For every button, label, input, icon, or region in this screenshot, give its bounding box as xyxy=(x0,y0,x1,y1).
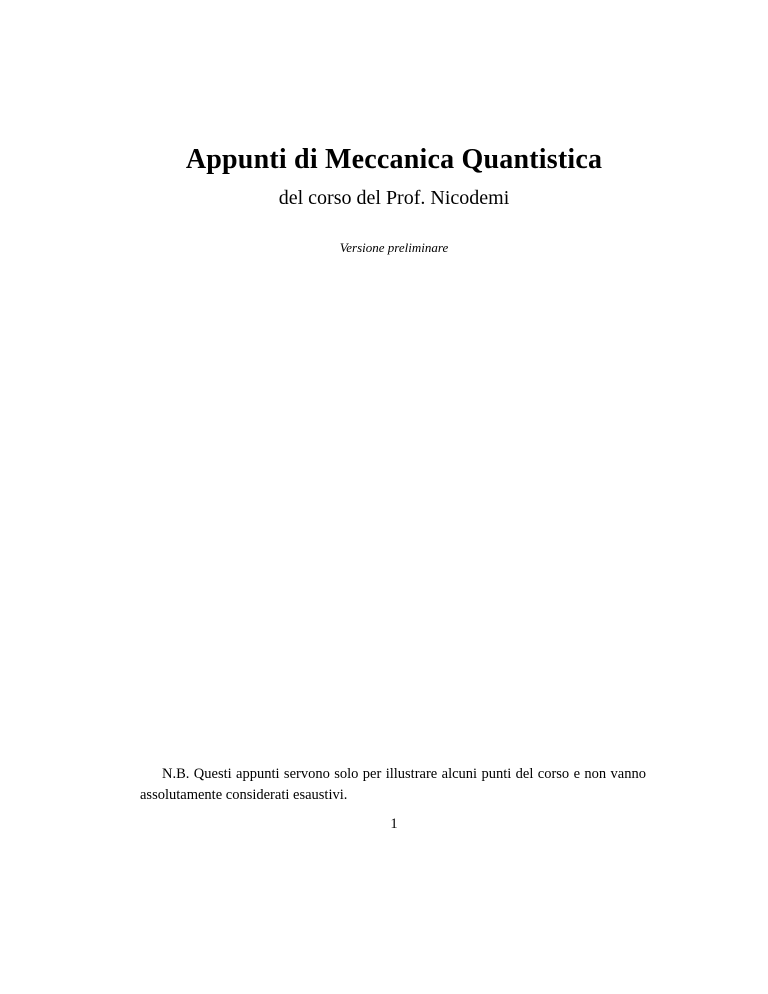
page-number: 1 xyxy=(390,816,398,832)
version-label: Versione preliminare xyxy=(339,240,449,255)
disclaimer-note: N.B. Questi appunti servono solo per illustrare alcuni punti del corso e non vanno assolutamente considerati esaustivi. xyxy=(140,766,646,803)
document-subtitle: del corso del Prof. Nicodemi xyxy=(278,187,510,209)
document-title: Appunti di Meccanica Quantistica xyxy=(185,144,603,175)
